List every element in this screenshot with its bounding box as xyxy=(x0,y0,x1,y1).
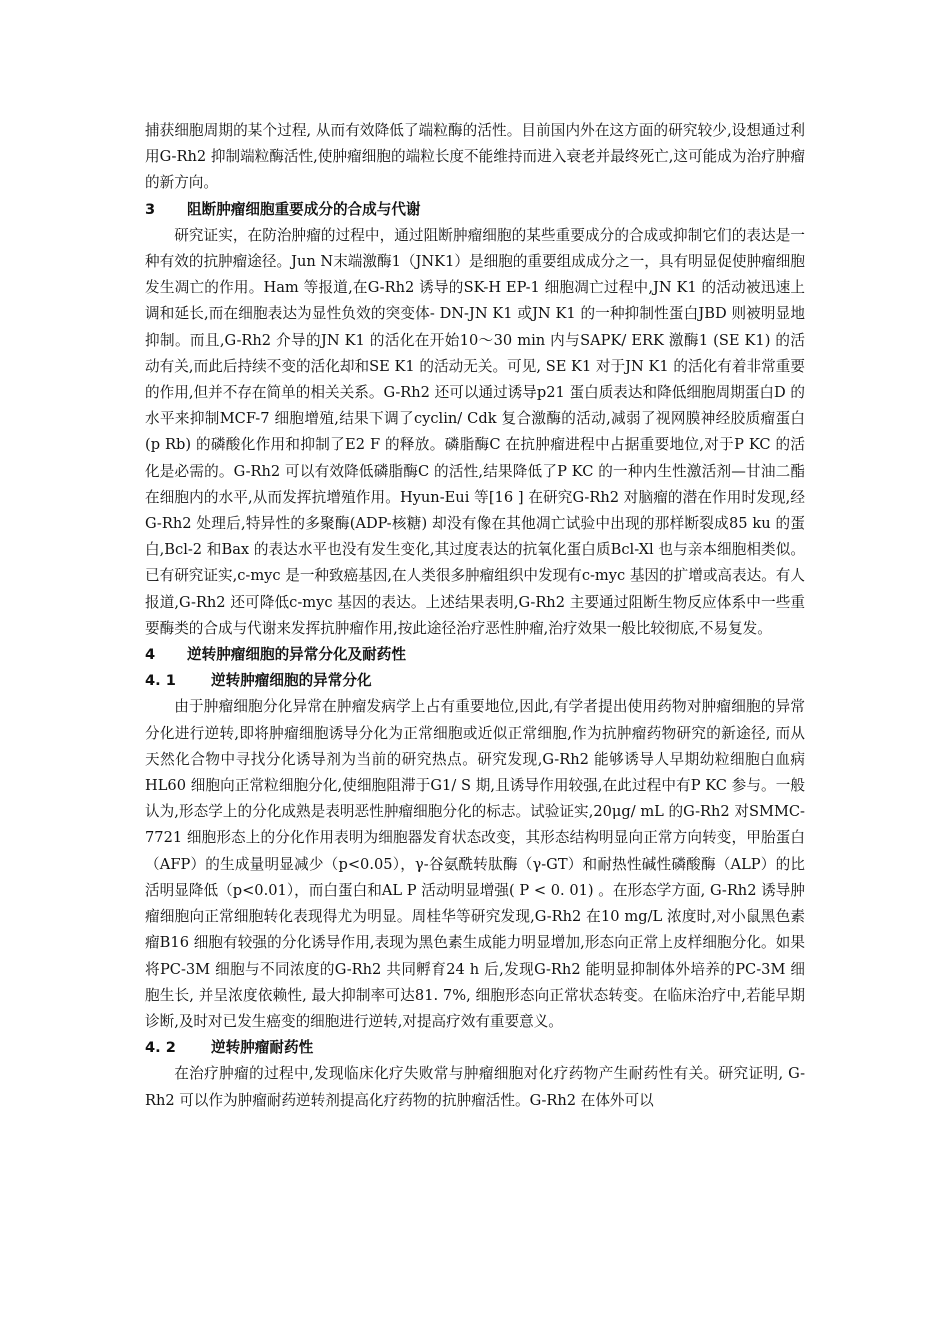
section-number: 4 xyxy=(145,646,156,664)
section-number: 4. 1 xyxy=(145,672,176,690)
section-heading-4-1 xyxy=(145,668,805,694)
paragraph-intro: 捕获细胞周期的某个过程, 从而有效降低了端粒酶的活性。目前国内外在这方面的研究较少,设想通过利用G-Rh2 抑制端粒酶活性,使肿瘤细胞的端粒长度不能维持而进入衰老并最终死亡,这可能成为治疗肿瘤的新方向。 xyxy=(145,122,805,192)
section-title: 阻断肿瘤细胞重要成分的合成与代谢 xyxy=(187,200,421,218)
article-body xyxy=(145,118,805,1114)
section-title: 逆转肿瘤细胞的异常分化及耐药性 xyxy=(187,646,406,664)
paragraph-section-4-1: 由于肿瘤细胞分化异常在肿瘤发病学上占有重要地位,因此,有学者提出使用药物对肿瘤细胞的异常分化进行逆转,即将肿瘤细胞诱导分化为正常细胞或近似正常细胞,作为抗肿瘤药物研究的新途径, 而从天然化合物中寻找分化诱导剂为当前的研究热点。研究发现,G-Rh2 能够诱导人早期幼粒细胞白血病HL60 细胞向正常粒细胞分化,使细胞阻滞于G1/ S 期,且诱导作用较强,在此过程中有P KC 参与。一般认为,形态学上的分化成熟是表明恶性肿瘤细胞分化的标志。试验证实,20μg/ mL 的G-Rh2 对SMMC-7721 细胞形态上的分化作用表明为细胞器发育状态改变，其形态结构明显向正常方向转变，甲胎蛋白（AFP）的生成量明显减少（p<0.05），γ-谷氨酰转肽酶（γ-GT）和耐热性碱性磷酸酶（ALP）的比活明显降低（p<0.01），而白蛋白和AL P 活动明显增强( P < 0. 01) 。在形态学方面, G-Rh2 诱导肿瘤细胞向正常细胞转化表现得尤为明显。周桂华等研究发现,G-Rh2 在10 mg/L 浓度时,对小鼠黑色素瘤B16 细胞有较强的分化诱导作用,表现为黑色素生成能力明显增加,形态向正常上皮样细胞分化。如果将PC-3M 细胞与不同浓度的G-Rh2 共同孵育24 h 后,发现G-Rh2 能明显抑制体外培养的PC-3M 细胞生长, 并呈浓度依赖性, 最大抑制率可达81. 7%, 细胞形态向正常状态转变。在临床治疗中,若能早期诊断,及时对已发生癌变的细胞进行逆转,对提高疗效有重要意义。 xyxy=(145,698,805,1030)
section-title: 逆转肿瘤细胞的异常分化 xyxy=(211,672,372,690)
section-title: 逆转肿瘤耐药性 xyxy=(211,1039,314,1057)
section-heading-3 xyxy=(145,197,805,223)
section-number: 4. 2 xyxy=(145,1039,176,1057)
paragraph-section-4-2: 在治疗肿瘤的过程中,发现临床化疗失败常与肿瘤细胞对化疗药物产生耐药性有关。研究证明, G-Rh2 可以作为肿瘤耐药逆转剂提高化疗药物的抗肿瘤活性。G-Rh2 在体外可以 xyxy=(145,1065,805,1109)
section-number: 3 xyxy=(145,200,156,218)
paragraph-section-3: 研究证实，在防治肿瘤的过程中，通过阻断肿瘤细胞的某些重要成分的合成或抑制它们的表达是一种有效的抗肿瘤途径。Jun N末端激酶1（JNK1）是细胞的重要组成成分之一，具有明显促使肿瘤细胞发生凋亡的作用。Ham 等报道,在G-Rh2 诱导的SK-H EP-1 细胞凋亡过程中,JN K1 的活动被迅速上调和延长,而在细胞表达为显性负效的突变体- DN-JN K1 或JN K1 的一种抑制性蛋白JBD 则被明显地抑制。而且,G-Rh2 介导的JN K1 的活化在开始10～30 min 内与SAPK/ ERK 激酶1 (SE K1) 的活动有关,而此后持续不变的活化却和SE K1 的活动无关。可见, SE K1 对于JN K1 的活化有着非常重要的作用,但并不存在简单的相关关系。G-Rh2 还可以通过诱导p21 蛋白质表达和降低细胞周期蛋白D 的水平来抑制MCF-7 细胞增殖,结果下调了cyclin/ Cdk 复合激酶的活动,减弱了视网膜神经胶质瘤蛋白(p Rb) 的磷酸化作用和抑制了E2 F 的释放。磷脂酶C 在抗肿瘤进程中占据重要地位,对于P KC 的活化是必需的。G-Rh2 可以有效降低磷脂酶C 的活性,结果降低了P KC 的一种内生性激活剂—甘油二酯在细胞内的水平,从而发挥抗增殖作用。Hyun-Eui 等[16 ] 在研究G-Rh2 对脑瘤的潜在作用时发现,经G-Rh2 处理后,特异性的多聚酶(ADP-核糖) 却没有像在其他凋亡试验中出现的那样断裂成85 ku 的蛋白,Bcl-2 和Bax 的表达水平也没有发生变化,其过度表达的抗氧化蛋白质Bcl-Xl 也与亲本细胞相类似。已有研究证实,c-myc 是一种致癌基因,在人类很多肿瘤组织中发现有c-myc 基因的扩增或高表达。有人报道,G-Rh2 还可降低c-myc 基因的表达。上述结果表明,G-Rh2 主要通过阻断生物反应体系中一些重要酶类的合成与代谢来发挥抗肿瘤作用,按此途径治疗恶性肿瘤,治疗效果一般比较彻底,不易复发。 xyxy=(145,226,805,637)
section-heading-4 xyxy=(145,642,805,668)
section-heading-4-2 xyxy=(145,1035,805,1061)
